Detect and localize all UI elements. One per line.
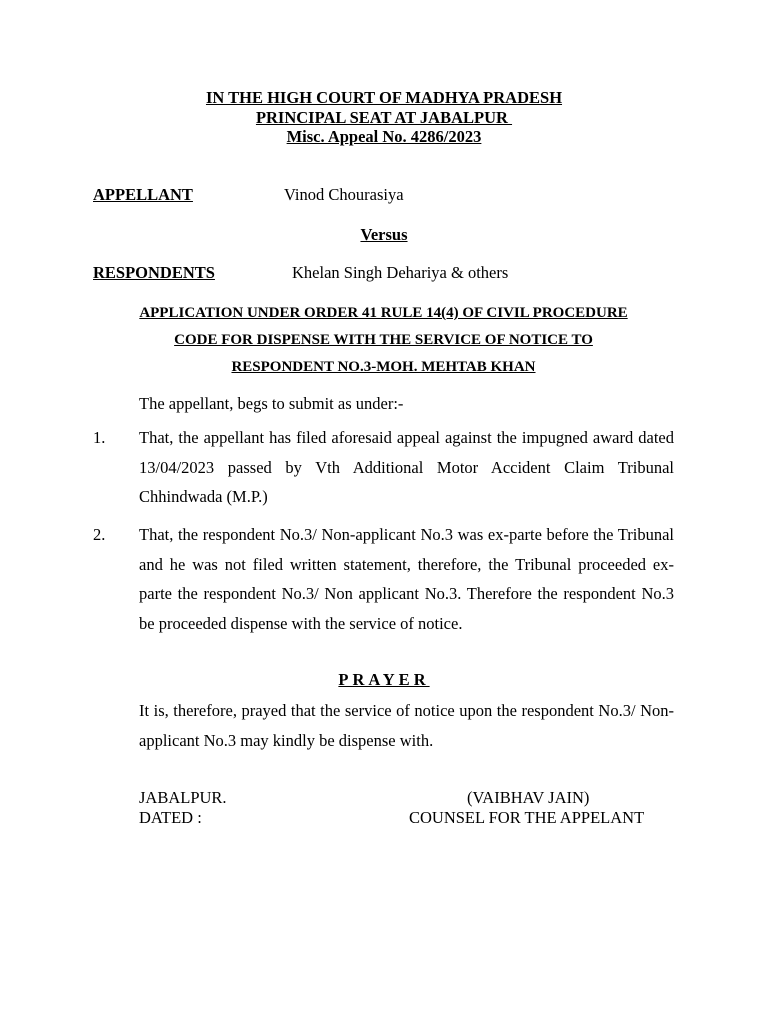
appellant-name: Vinod Chourasiya (284, 185, 404, 204)
prayer-heading-text: PRAYER (338, 670, 430, 689)
signature-date: DATED : (139, 808, 202, 827)
paragraph-2 (93, 520, 674, 638)
paragraph-text: That, the appellant has filed aforesaid appeal against the impugned award dated 13/04/2023 passed by Vth Additional Motor Accident Claim Tribunal Chhindwada (M.P.) (139, 428, 674, 506)
respondents-label: RESPONDENTS (93, 263, 215, 282)
prayer-heading (0, 670, 768, 690)
intro-text: The appellant, begs to submit as under:- (139, 394, 404, 413)
counsel-title: COUNSEL FOR THE APPELANT (409, 808, 645, 827)
case-header (0, 88, 768, 147)
versus-label: Versus (360, 225, 408, 244)
paragraph-number: 2. (93, 525, 106, 544)
prayer-text: It is, therefore, prayed that the service of notice upon the respondent No.3/ Non-applicant No.3 may kindly be dispense with. (139, 701, 674, 750)
case-number: Misc. Appeal No. 4286/2023 (286, 127, 482, 146)
counsel-name: (VAIBHAV JAIN) (467, 788, 590, 807)
application-title (93, 300, 674, 381)
signature-place: JABALPUR. (139, 788, 227, 807)
paragraph-text: That, the respondent No.3/ Non-applicant No.3 was ex-parte before the Tribunal and he was not filed written statement, therefore, the Tribunal proceeded ex-parte the respondent No.3/ Non applicant No.3. Therefore the respondent No.3 be proceeded dispense with the service of notice. (139, 525, 674, 633)
paragraph-number: 1. (93, 428, 106, 447)
respondents-name: Khelan Singh Dehariya & others (292, 263, 509, 282)
paragraph-1 (93, 423, 674, 512)
application-title-line: CODE FOR DISPENSE WITH THE SERVICE OF NOTICE TO (174, 332, 593, 348)
court-seat: PRINCIPAL SEAT AT JABALPUR (255, 107, 513, 127)
application-title-line: APPLICATION UNDER ORDER 41 RULE 14(4) OF CIVIL PROCEDURE (139, 305, 628, 321)
court-name: IN THE HIGH COURT OF MADHYA PRADESH (205, 88, 563, 107)
appellant-label: APPELLANT (93, 185, 193, 204)
application-title-line: RESPONDENT NO.3-MOH. MEHTAB KHAN (231, 359, 536, 375)
